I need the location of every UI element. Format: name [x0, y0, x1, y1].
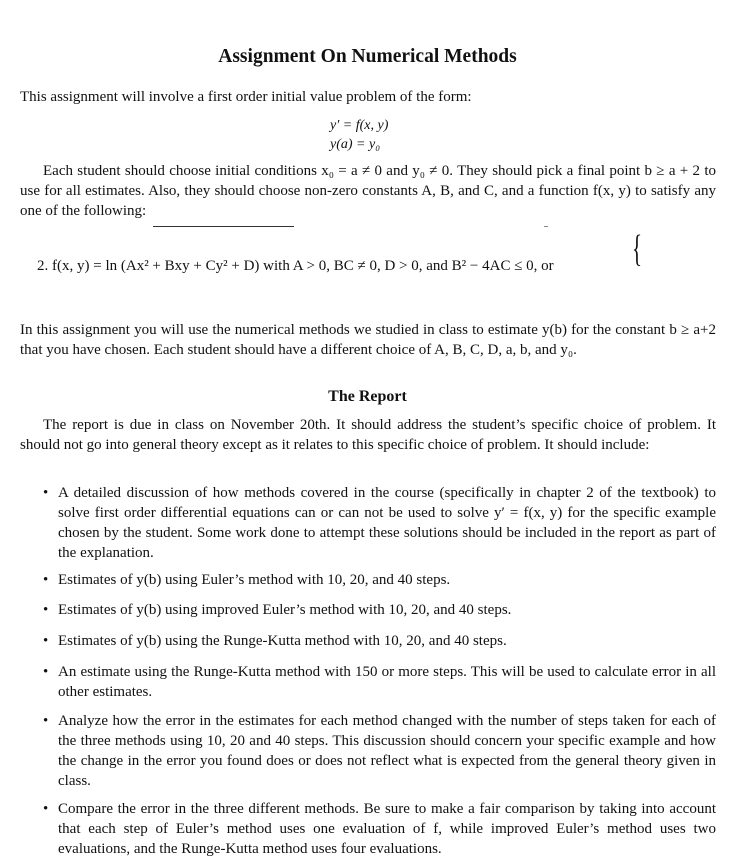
- list-item: • A detailed discussion of how methods covered in the course (specifically in chapter 2 of the textbook) to solve first order differential equations can or can not be used to solve y′ = f(x, y) for the specific example chosen by the student. Some work done to attempt these solutions should be included in the report as part of the explanation.: [43, 485, 716, 561]
- list-item-text: Analyze how the error in the estimates for each method changed with the number of steps taken for each of the three methods using 10, 20 and 40 steps. This discussion should concern your specific example and how the change in the error you found does or does not reflect what is expected from the general theory given in class.: [58, 713, 716, 789]
- conditions-paragraph: Each student should choose initial conditions x₀ = a ≠ 0 and y₀ ≠ 0. They should pick a final point b ≥ a + 2 to use for all estimates. Also, they should choose non-zero constants A, B, and C, and a function f(x, y) to satisfy any one of the following:: [20, 163, 716, 219]
- list-item: • Compare the error in the three different methods. Be sure to make a fair comparison by taking into account that each step of Euler’s method uses one evaluation of f, while improved Euler’s method uses two evaluations, and the Runge-Kutta method uses four evaluations.: [43, 801, 716, 857]
- report-paragraph: The report is due in class on November 20th. It should address the student’s specific choice of problem. It should not go into general theory except as it relates to this specific choice of problem. It should include:: [20, 417, 716, 453]
- intro-paragraph: This assignment will involve a first order initial value problem of the form:: [20, 89, 472, 105]
- list-item-text: Compare the error in the three different methods. Be sure to make a fair comparison by taking into account that each step of Euler’s method uses one evaluation of f, while improved Euler’s method uses two evaluations, and the Runge-Kutta method uses four evaluations.: [58, 801, 716, 857]
- list-item: • An estimate using the Runge-Kutta method with 150 or more steps. This will be used to calculate error in all other estimates.: [43, 664, 716, 700]
- list-item-text: Estimates of y(b) using the Runge-Kutta method with 10, 20, and 40 steps.: [58, 633, 507, 649]
- equation-line-1: y′ = f(x, y): [330, 118, 389, 133]
- list-item-text: Estimates of y(b) using improved Euler’s method with 10, 20, and 40 steps.: [58, 602, 512, 618]
- brace-symbol: {: [632, 228, 643, 270]
- section-title: The Report: [328, 388, 407, 405]
- document-title: Assignment On Numerical Methods: [218, 46, 517, 67]
- list-item-text: An estimate using the Runge-Kutta method with 150 or more steps. This will be used to calculate error in all other estimates.: [58, 664, 716, 700]
- divider-line: [153, 226, 294, 227]
- list-item: • Estimates of y(b) using improved Euler’s method with 10, 20, and 40 steps.: [43, 602, 512, 618]
- list-item: • Estimates of y(b) using Euler’s method with 10, 20, and 40 steps.: [43, 572, 451, 588]
- list-item: • Estimates of y(b) using the Runge-Kutta method with 10, 20, and 40 steps.: [43, 633, 507, 649]
- list-item-text: A detailed discussion of how methods covered in the course (specifically in chapter 2 of the textbook) to solve first order differential equations can or can not be used to solve y′ = f(x, y) for the specific example chosen by the student. Some work done to attempt these solutions should be included in the report as part of the explanation.: [58, 485, 716, 561]
- divider-mark: [544, 226, 548, 227]
- function-option-2: 2. f(x, y) = ln (Ax² + Bxy + Cy² + D) with A > 0, BC ≠ 0, D > 0, and B² − 4AC ≤ 0, or: [37, 258, 554, 274]
- list-item-text: Estimates of y(b) using Euler’s method with 10, 20, and 40 steps.: [58, 572, 451, 588]
- task-paragraph: In this assignment you will use the numerical methods we studied in class to estimate y(b) for the constant b ≥ a+2 that you have chosen. Each student should have a different choice of A, B, C, D, a, b, and y₀.: [20, 322, 716, 358]
- list-item: • Analyze how the error in the estimates for each method changed with the number of steps taken for each of the three methods using 10, 20 and 40 steps. This discussion should concern your specific example and how the change in the error you found does or does not reflect what is expected from the general theory given in class.: [43, 713, 716, 789]
- equation-line-2: y(a) = y₀: [330, 137, 381, 152]
